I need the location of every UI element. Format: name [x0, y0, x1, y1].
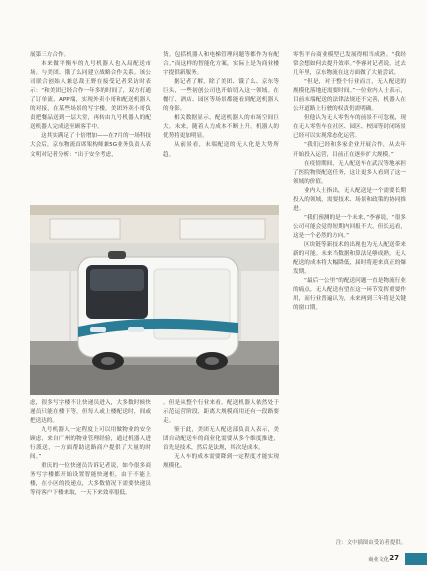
article-column-2-bottom [163, 399, 279, 529]
article-column-2-top [163, 51, 279, 194]
article-column-1-bottom [30, 399, 151, 529]
accent-color-block [405, 553, 427, 565]
paragraph: 展第三方合作。 [30, 52, 70, 58]
paragraph: 但他认为无人零售车的前景不可忽视，现在无人零售车在社区、园区、校园等封闭场景已经可以实现常态化运营。 [293, 115, 406, 140]
article-column-3 [293, 51, 406, 541]
paragraph: “我们已经和多家企业开展合作，从去年开始投入运营，目前正在逐步扩大规模。” [293, 142, 406, 158]
paragraph: 区块链等新技术的出现也为无人配送带来新的可能。未来当数据和算法足够成熟，无人配送的成本将大幅降低，届时将迎来真正的爆发期。 [293, 241, 406, 276]
delivery-vehicle-photo [30, 205, 279, 395]
paragraph: 本来做平衡车的九号机器人也入局配送市场。与美团、饿了么同建立战略合作关系。该公司联合创始人兼总裁王野在接受记者采访时表示：“和美团已经合作一年多的时间了，双方打通了订单流、APP端，实现外卖小哥和配送机器人的对接，在某些场景的写字楼，美团外卖小哥负责把餐品送到一层大堂，再转由九号机器人的配送机器人完成送至顾客手中。 [30, 61, 151, 131]
page-footer [0, 553, 427, 571]
paragraph: 据记者了解，除了美团、饿了么、京东等巨头，一些初创公司也开始切入这一领域。在餐厅、酒店、园区等场景都能看到配送机器人的身影。 [163, 79, 279, 113]
paragraph: 业内人士指出，无人配送是一个需要长期投入的领域，需要技术、场景和政策的协同推进。 [293, 187, 406, 212]
paragraph: “我们预测的是一个未来，”李睿说，“很多公司可能会觉得短期内回报不大，但长远看，这是一个必然的方向。” [293, 214, 406, 239]
delivery-vehicle-illustration [30, 205, 279, 395]
paragraph: 在疫情期间，无人配送车在武汉等地承担了医院物资配送任务，这让更多人看到了这一领域的价值。 [293, 160, 406, 185]
page-number: 27 [389, 554, 399, 562]
paragraph: 相关数据显示，配送机器人的市场空间巨大。未来，随着人力成本不断上升，机器人的优势将更加明显。 [163, 115, 279, 140]
paragraph: 这其实满足了十倍增加——在7月的一场科技大会后，京东物流首席架构师兼5G业务负责人表文明对记者分析：“出于安全考虑， [30, 133, 151, 158]
image-credit-note: 注：文中插图由受访者提供。 [335, 540, 406, 546]
paragraph: “最后一公里”的配送问题一直是物流行业的痛点，无人配送有望在这一环节发挥重要作用，而行业普遍认为，未来两到三年将是关键的窗口期。 [293, 278, 406, 312]
paragraph: 重庆的一位快递员告诉记者说，如今很多商务写字楼都开始设置智能快递柜，由于不能上楼，在小区的投递点，大多数情况下需要快递员等待客户下楼来取，一天下来效率很低。 [30, 463, 151, 497]
article-column-1-top [30, 51, 151, 212]
paragraph: 无人车的成本需要降到一定程度才能实现规模化。 [163, 454, 279, 470]
paragraph: 虑，很多写字楼不让快递员进入，大多数时候快递员只能在楼下等，但每人或上楼配送时，间或把送达的。 [30, 400, 151, 425]
paragraph: 从前景看，末端配送的无人化是大势所趋。 [163, 142, 279, 158]
paragraph: 九号机器人一定程度上可以用做物业的安全顾虑，来自广州的物业管理经验，通过机器人进行派送，一方面帮助送路商户提供了大量的时间。” [30, 427, 151, 461]
paragraph: 货。包括机器人和电梯管理问题等都作为有配合。”而这样的智能化方案，实际上是为商业楼宇提供新服务。 [163, 52, 279, 77]
paragraph: “但是，对于整个行业而言，无人配送的规模化落地还需要时间。”一位业内人士表示，目前末端配送的法律法规还不完善，机器人在公开道路上行驶的权责仍需明确。 [293, 79, 406, 113]
journal-name: 商业文化 [368, 557, 389, 563]
paragraph: 鉴于此，美团无人配送部负责人表示，美团自动配送车的商业化需要从多个维度推进，首先是技术，然后是法规，其次是成本。 [163, 427, 279, 452]
paragraph: 零售平台商业模型已发展得相当成熟。“我经常会想如何去提升效率。”李睿对记者说，过去几年里，京东物流在这方面做了大量尝试。 [293, 52, 406, 77]
paragraph: 。但是从整个行业来看，配送机器人依然处于示范运营阶段，距离大规模商用还有一段路要走。 [163, 400, 279, 425]
